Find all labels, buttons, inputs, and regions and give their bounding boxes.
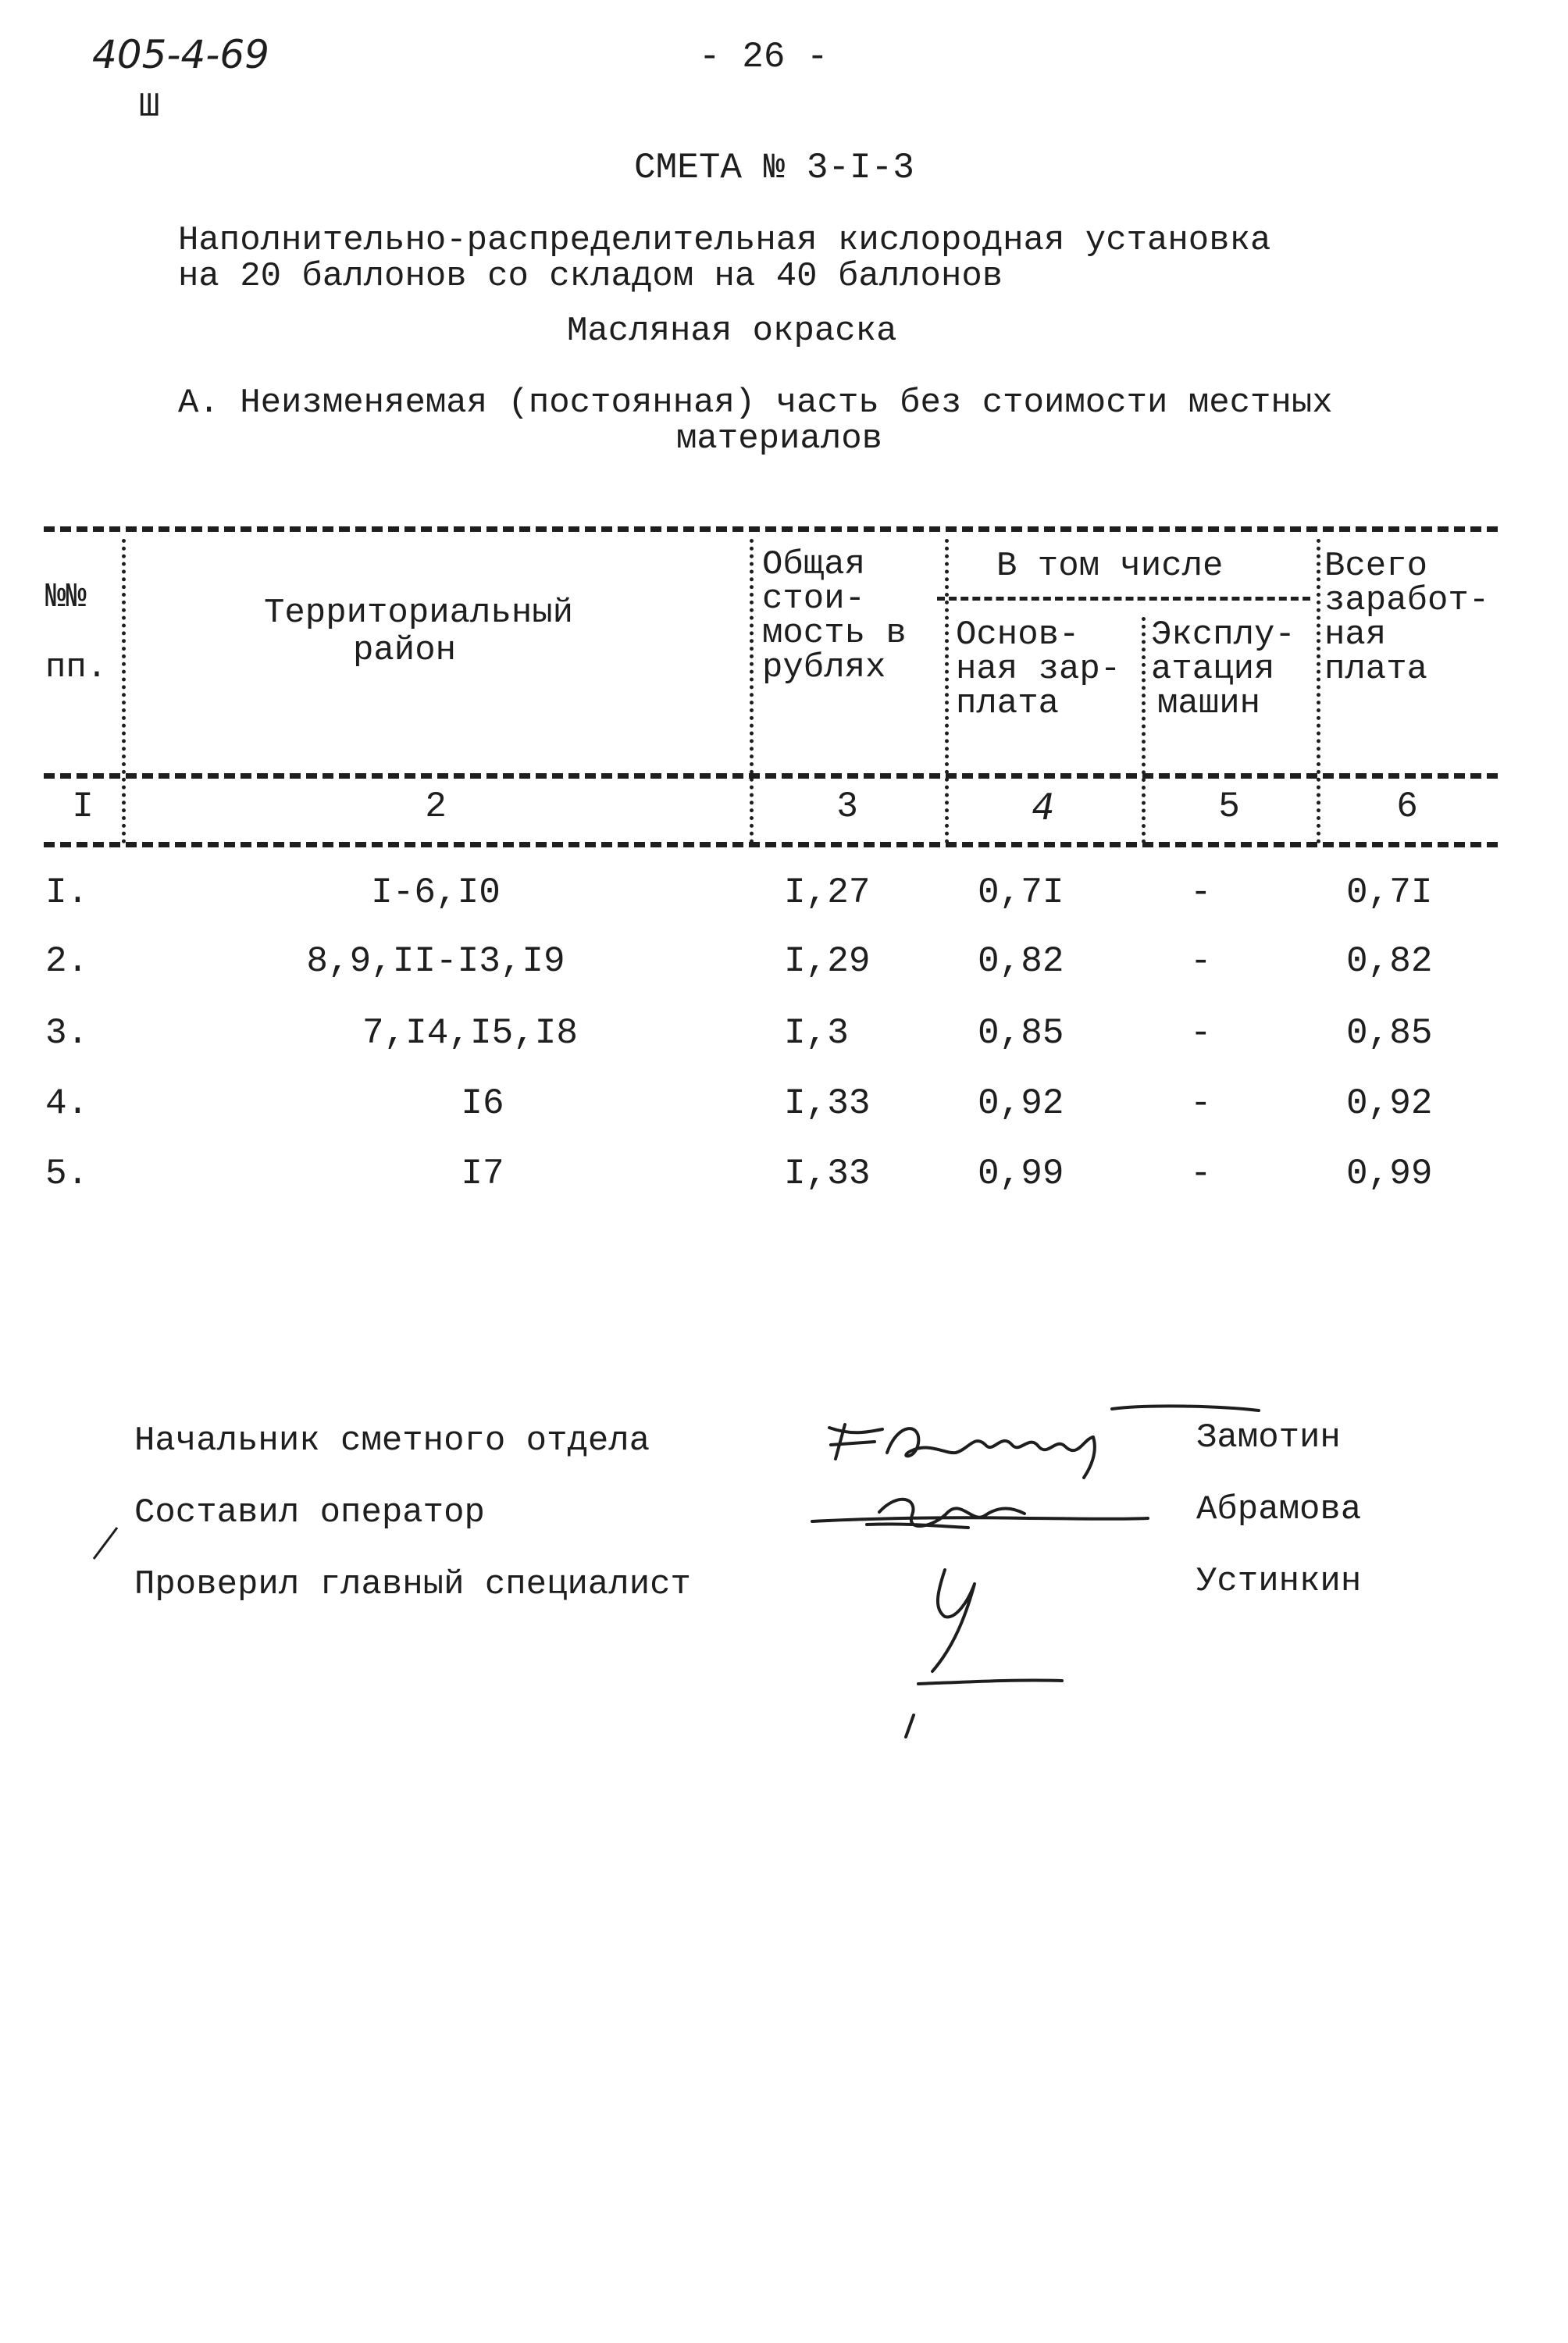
hdr-wage-4: плата	[1324, 650, 1428, 689]
row-3-region: 7,I4,I5,I8	[362, 1013, 579, 1054]
row-3-base: 0,85	[978, 1013, 1064, 1054]
row-5-region: I7	[461, 1154, 504, 1194]
row-2-total: I,29	[784, 941, 871, 982]
hdr-base-2: ная зар-	[956, 650, 1121, 689]
row-1-mach: -	[1190, 872, 1212, 913]
row-1-base: 0,7I	[978, 872, 1064, 913]
hdr-total-2: стои-	[762, 580, 866, 619]
subject-line-2: на 20 баллонов со складом на 40 баллонов	[178, 257, 1003, 296]
hdr-no-1: №№	[45, 578, 87, 617]
signer-3-name: Устинкин	[1196, 1562, 1362, 1601]
signer-3-role: Проверил главный специалист	[134, 1565, 691, 1604]
signer-1-name: Замотин	[1196, 1418, 1341, 1457]
row-4-wage: 0,92	[1346, 1083, 1433, 1124]
hdr-no-2: пп.	[45, 648, 108, 687]
row-2-region: 8,9,II-I3,I9	[306, 941, 565, 982]
hdr-mach-3: машин	[1157, 684, 1261, 723]
hdr-wage-2: заработ-	[1324, 581, 1490, 620]
colnum-5: 5	[1218, 786, 1240, 827]
row-5-wage: 0,99	[1346, 1154, 1433, 1194]
row-2-no: 2.	[45, 941, 89, 982]
hdr-region-1: Территориальный	[264, 594, 574, 633]
colnum-3: 3	[836, 786, 858, 827]
row-1-no: I.	[45, 872, 89, 913]
hdr-total-3: мость в	[762, 614, 907, 653]
section-line-2: материалов	[676, 419, 883, 458]
estimate-title: СМЕТА № 3-I-3	[634, 148, 914, 188]
hdr-base-3: плата	[956, 684, 1060, 723]
colnum-1: I	[72, 786, 94, 827]
row-5-mach: -	[1190, 1154, 1212, 1194]
finish-type: Масляная окраска	[567, 312, 897, 351]
row-4-region: I6	[461, 1083, 504, 1124]
hdr-mach-2: атация	[1151, 650, 1275, 689]
row-5-total: I,33	[784, 1154, 871, 1194]
row-3-no: 3.	[45, 1013, 89, 1054]
doc-volume: Ш	[139, 87, 160, 127]
hdr-total-1: Общая	[762, 545, 866, 584]
page-number: - 26 -	[699, 37, 829, 77]
signature-abramova	[812, 1500, 1148, 1528]
colnum-4: 4	[1032, 786, 1055, 828]
doc-code: 405-4-69	[92, 32, 269, 77]
signature-zamotin	[829, 1406, 1259, 1478]
row-3-wage: 0,85	[1346, 1013, 1433, 1054]
row-5-base: 0,99	[978, 1154, 1064, 1194]
section-line-1: А. Неизменяемая (постоянная) часть без стоимости местных	[178, 383, 1333, 423]
row-1-wage: 0,7I	[1346, 872, 1433, 913]
signer-2-name: Абрамова	[1196, 1490, 1362, 1529]
hdr-base-1: Основ-	[956, 615, 1080, 654]
colnum-2: 2	[425, 786, 447, 827]
row-3-total: I,3	[784, 1013, 849, 1054]
hdr-incl: В том числе	[996, 547, 1224, 586]
row-5-no: 5.	[45, 1154, 89, 1194]
row-2-mach: -	[1190, 941, 1212, 982]
row-4-base: 0,92	[978, 1083, 1064, 1124]
row-4-mach: -	[1190, 1083, 1212, 1124]
signer-2-role: Составил оператор	[134, 1493, 485, 1532]
row-3-mach: -	[1190, 1013, 1212, 1054]
row-4-total: I,33	[784, 1083, 871, 1124]
row-2-wage: 0,82	[1346, 941, 1433, 982]
hdr-total-4: рублях	[762, 648, 886, 687]
row-1-region: I-6,I0	[371, 872, 501, 913]
row-2-base: 0,82	[978, 941, 1064, 982]
row-1-total: I,27	[784, 872, 871, 913]
row-4-no: 4.	[45, 1083, 89, 1124]
signer-1-role: Начальник сметного отдела	[134, 1421, 650, 1460]
margin-tick-mark	[94, 1528, 117, 1559]
subject-line-1: Наполнительно-распределительная кислородная установка	[178, 221, 1271, 260]
hdr-region-2: район	[353, 631, 457, 670]
hdr-mach-1: Эксплу-	[1151, 615, 1295, 654]
signature-ustinkin	[906, 1570, 1062, 1737]
hdr-wage-3: ная	[1324, 615, 1387, 654]
hdr-wage-1: Всего	[1324, 547, 1428, 586]
colnum-6: 6	[1396, 786, 1418, 827]
